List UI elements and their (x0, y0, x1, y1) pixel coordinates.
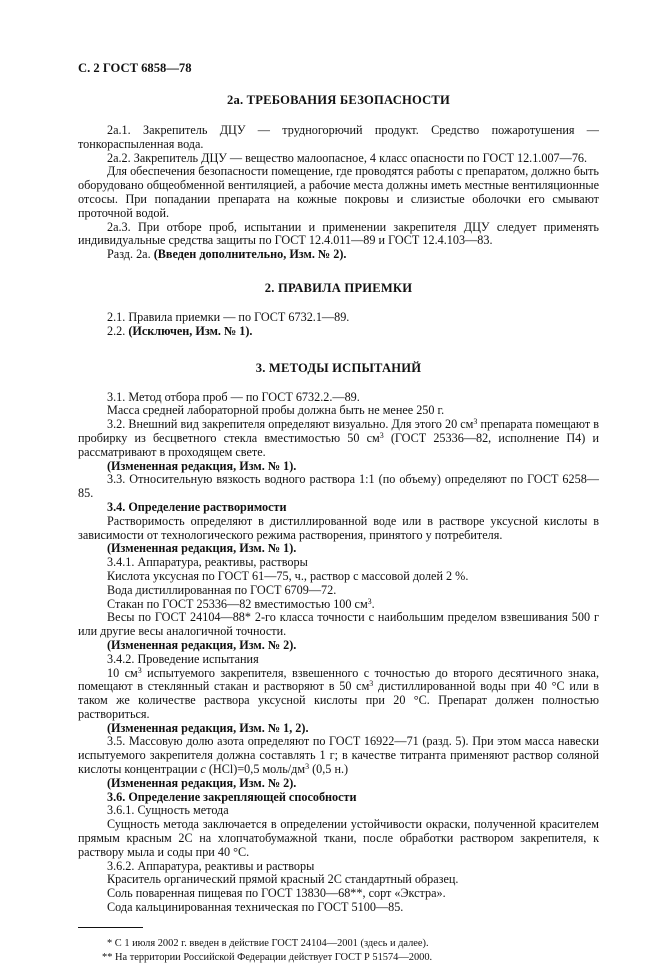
paragraph-3-1: 3.1. Метод отбора проб — по ГОСТ 6732.2.—89. (107, 389, 360, 404)
superscript: 3 (305, 762, 310, 772)
paragraph-glass (78, 598, 599, 612)
subheading-3-4: 3.4. Определение растворимости (107, 499, 287, 514)
text: дистиллированной воды при 40 °С или в таком же количестве раствора уксусной кислоты при 20 °С. Препарат должен полностью раствориться. (78, 679, 599, 721)
paragraph-2-2 (78, 325, 599, 339)
paragraph-solubility: Растворимость определяют в дистиллированной воде или в растворе уксусной кислоты в зависимости от технологического режима растворения, принятого у потребителя. (78, 513, 599, 542)
amendment-note: (Измененная редакция, Изм. № 1, 2). (107, 720, 309, 735)
amendment-note: (Исключен, Изм. № 1). (128, 323, 253, 338)
subheading-3-6: 3.6. Определение закрепляющей способности (107, 789, 357, 804)
amendment-note: (Измененная редакция, Изм. № 2). (107, 637, 297, 652)
text: . (371, 596, 375, 611)
text: испытуемого закрепителя, взвешенного с точностью до второго десятичного знака, помещают в стеклянный стакан и растворяют в 50 см (78, 665, 599, 694)
paragraph-3-5 (78, 735, 599, 776)
text: c (200, 762, 206, 777)
paragraph-sample-mass: Масса средней лабораторной пробы должна быть не менее 250 г. (107, 403, 445, 418)
footnote-2: ** На территории Российской Федерации действует ГОСТ Р 51574—2000. (102, 951, 433, 963)
text: 10 см (107, 665, 138, 680)
amendment-note: (Измененная редакция, Изм. № 1). (107, 458, 297, 473)
superscript: 3 (137, 665, 142, 675)
page-header: С. 2 ГОСТ 6858—78 (78, 61, 192, 75)
paragraph-soda: Сода кальцинированная техническая по ГОСТ 5100—85. (107, 900, 404, 915)
paragraph-2a-2: 2а.2. Закрепитель ДЦУ — вещество малоопасное, 4 класс опасности по ГОСТ 12.1.007—76. (107, 150, 588, 165)
text: (HCl)=0,5 моль/дм (205, 762, 306, 777)
text: препарата помещают в пробирку из бесцветного стекла вместимостью 50 см (78, 417, 599, 445)
paragraph-2a-1: 2а.1. Закрепитель ДЦУ — трудногорючий продукт. Средство пожаротушения — тонкораспыленная вода. (78, 123, 599, 151)
note-label: Разд. 2а. (107, 247, 154, 262)
paragraph-method-essence: Сущность метода заключается в определении устойчивости окраски, полученной красителем прямым красным 2С на хлопчатобумажной ткани, после обработки раствором закрепителя, к раствору мыла и соды при 40 °С. (78, 817, 599, 859)
paragraph-3-2 (78, 418, 599, 459)
amendment-note: (Измененная редакция, Изм. № 1). (107, 541, 297, 556)
paragraph-scales: Весы по ГОСТ 24104—88* 2-го класса точности с наибольшим пределом взвешивания 500 г или другие весы аналогичной точности. (78, 610, 599, 639)
text: (ГОСТ 25336—82, исполнение П4) и рассматривают в проходящем свете. (78, 430, 600, 459)
superscript: 3 (379, 430, 384, 440)
text: Стакан по ГОСТ 25336—82 вместимостью 100 см (107, 596, 368, 611)
amendment-note: (Введен дополнительно, Изм. № 2). (153, 247, 347, 262)
paragraph-2a-3: 2а.3. При отборе проб, испытании и применении закрепителя ДЦУ следует применять индивидуальные средства защиты по ГОСТ 12.4.011—89 и ГОСТ 12.4.103—83. (78, 219, 599, 248)
paragraph-3-6-2: 3.6.2. Аппаратура, реактивы и растворы (107, 858, 315, 873)
paragraph-dye: Краситель органический прямой красный 2С стандартный образец. (107, 872, 459, 887)
text: 3.5. Массовую долю азота определяют по ГОСТ 16922—71 (разд. 5). При этом масса навески испытуемого закрепителя должна составлять 1 г; в качестве титранта применяют раствор соляной кислоты концентрации (78, 734, 599, 777)
paragraph-ventilation: Для обеспечения безопасности помещение, где проводятся работы с препаратом, должно быть оборудовано общеобменной вентиляцией, а рабочие места должны иметь местные вентиляционные отсосы. При попадании препарата на кожные покровы и слизистые оболочки его смывают проточной водой. (78, 164, 599, 220)
section-title-2: 2. ПРАВИЛА ПРИЕМКИ (264, 280, 413, 295)
text: 3.2. Внешний вид закрепителя определяют визуально. Для этого 20 см (107, 417, 474, 432)
paragraph-3-4-2: 3.4.2. Проведение испытания (107, 651, 259, 666)
paragraph-3-3: 3.3. Относительную вязкость водного раствора 1:1 (по объему) определяют по ГОСТ 6258—85. (78, 472, 599, 501)
clause-number: 2.2. (107, 323, 129, 338)
superscript: 3 (473, 417, 478, 427)
paragraph-2a-note (78, 248, 599, 262)
section-title-2a: 2а. ТРЕБОВАНИЯ БЕЗОПАСНОСТИ (226, 93, 451, 107)
paragraph-salt: Соль поваренная пищевая по ГОСТ 13830—68**, сорт «Экстра». (107, 886, 446, 901)
paragraph-2-1: 2.1. Правила приемки — по ГОСТ 6732.1—89. (107, 309, 350, 324)
paragraph-water: Вода дистиллированная по ГОСТ 6709—72. (107, 582, 337, 597)
text: (0,5 н.) (309, 762, 349, 777)
paragraph-test-procedure (78, 667, 599, 722)
paragraph-acid: Кислота уксусная по ГОСТ 61—75, ч., раствор с массовой долей 2 %. (107, 568, 469, 583)
section-title-3: 3. МЕТОДЫ ИСПЫТАНИЙ (255, 360, 422, 375)
amendment-note: (Измененная редакция, Изм. № 2). (107, 775, 297, 790)
superscript: 3 (367, 596, 372, 606)
footnote-divider (78, 927, 143, 928)
paragraph-3-6-1: 3.6.1. Сущность метода (107, 803, 229, 818)
footnote-1: * С 1 июля 2002 г. введен в действие ГОСТ 24104—2001 (здесь и далее). (107, 937, 429, 949)
superscript: 3 (369, 679, 374, 689)
paragraph-3-4-1: 3.4.1. Аппаратура, реактивы, растворы (107, 555, 308, 570)
